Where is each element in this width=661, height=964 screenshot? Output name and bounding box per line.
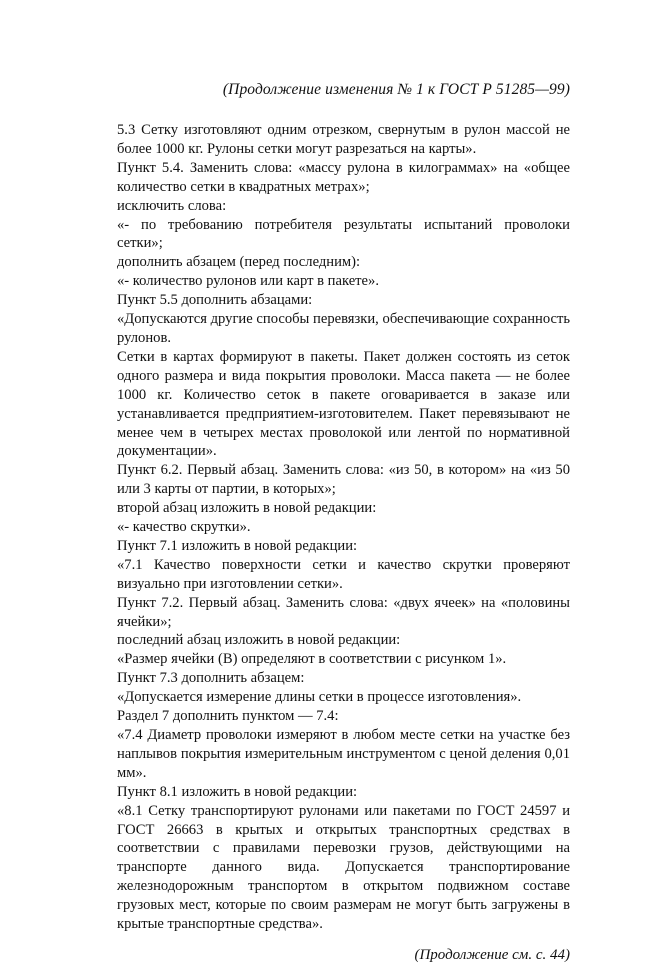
paragraph: «- по требованию потребителя результаты испытаний проволоки сетки»;: [117, 216, 570, 252]
paragraph: Сетки в картах формируют в пакеты. Пакет должен состоять из сеток одного размера и вида покрытия проволоки. Масса пакета — не более 1000 кг. Количество сеток в пакете оговаривается в заказе или устанавливается предприятием-изготовителем. Пакет перевязывают не менее чем в четырех местах проволокой или лентой по нормативной документации».: [117, 348, 570, 460]
paragraph: «8.1 Сетку транспортируют рулонами или пакетами по ГОСТ 24597 и ГОСТ 26663 в крытых и открытых транспортных средствах в соответствии с правилами перевозки грузов, действующими на транспорте данного вида. Допускается транспортирование железнодорожным транспортом в открытом подвижном составе грузовых мест, которые по своим размерам не могут быть загружены в крытые транспортные средства».: [117, 802, 570, 933]
paragraph: дополнить абзацем (перед последним):: [117, 254, 361, 271]
paragraph: Пункт 7.1 изложить в новой редакции:: [117, 537, 358, 554]
paragraph: Пункт 8.1 изложить в новой редакции:: [117, 783, 358, 800]
paragraph: Раздел 7 дополнить пунктом — 7.4:: [117, 708, 339, 725]
paragraph: «Допускаются другие способы перевязки, обеспечивающие сохранность рулонов.: [117, 311, 570, 346]
paragraph: «Допускается измерение длины сетки в процессе изготовления».: [117, 689, 522, 706]
paragraph: 5.3 Сетку изготовляют одним отрезком, свернутым в рулон массой не более 1000 кг. Рулоны сетки могут разрезаться на карты».: [117, 122, 570, 157]
page-header: (Продолжение изменения № 1 к ГОСТ Р 51285—99): [222, 81, 570, 98]
page-footer: (Продолжение см. с. 44): [414, 946, 570, 963]
paragraph: «7.1 Качество поверхности сетки и качество скрутки проверяют визуально при изготовлении сетки».: [117, 556, 570, 592]
paragraph: исключить слова:: [117, 197, 227, 214]
paragraph: Пункт 5.4. Заменить слова: «массу рулона в килограммах» на «общее количество сетки в квадратных метрах»;: [117, 159, 570, 195]
paragraph: «- количество рулонов или карт в пакете».: [117, 273, 379, 290]
paragraph: последний абзац изложить в новой редакции:: [117, 632, 401, 649]
document-body: [117, 121, 570, 934]
paragraph: «- качество скрутки».: [117, 519, 251, 536]
paragraph: Пункт 7.3 дополнить абзацем:: [117, 670, 305, 687]
paragraph: Пункт 5.5 дополнить абзацами:: [117, 292, 313, 309]
document-page: [117, 81, 570, 964]
paragraph: Пункт 7.2. Первый абзац. Заменить слова: «двух ячеек» на «половины ячейки»;: [117, 594, 570, 630]
paragraph: «7.4 Диаметр проволоки измеряют в любом месте сетки на участке без наплывов покрытия измерительным инструментом с ценой деления 0,01 мм».: [117, 727, 570, 781]
paragraph: «Размер ячейки (B) определяют в соответствии с рисунком 1».: [117, 651, 507, 668]
paragraph: второй абзац изложить в новой редакции:: [117, 500, 377, 517]
paragraph: Пункт 6.2. Первый абзац. Заменить слова: «из 50, в котором» на «из 50 или 3 карты от партии, в которых»;: [117, 462, 570, 498]
